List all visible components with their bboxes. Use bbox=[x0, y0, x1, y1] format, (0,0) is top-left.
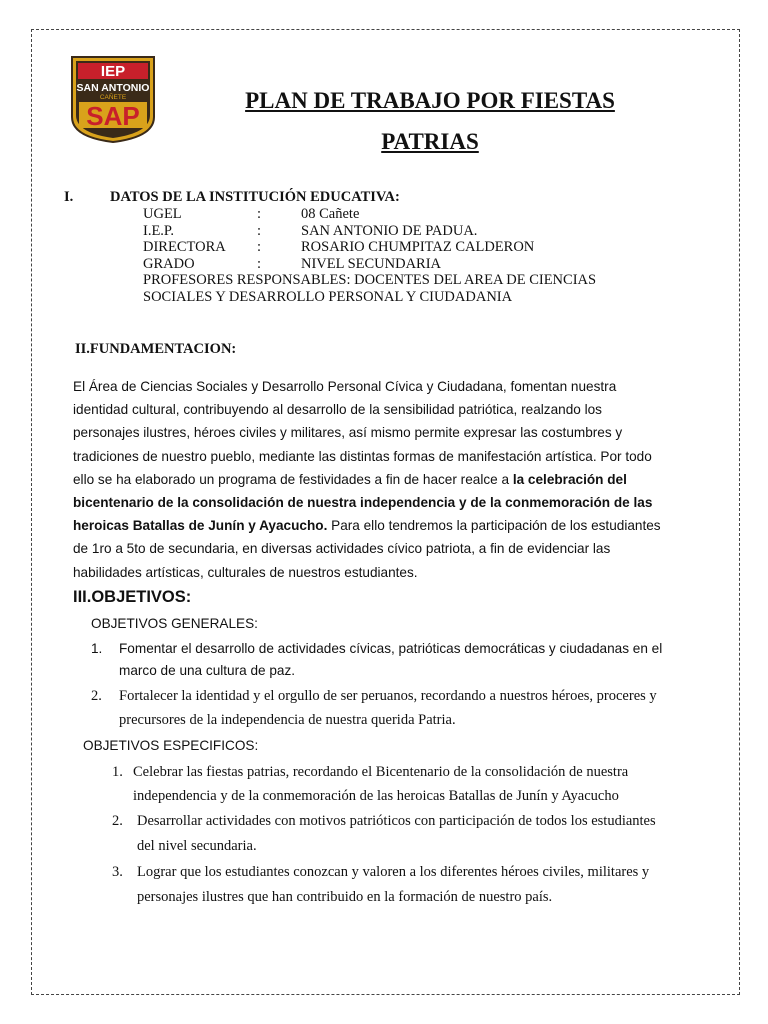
especifico-3-num: 3. bbox=[112, 864, 123, 880]
especifico-3-line1: Lograr que los estudiantes conozcan y valoren a los diferentes héroes civiles, militares y bbox=[137, 864, 650, 880]
school-logo bbox=[70, 55, 156, 143]
general-2-line2: precursores de la independencia de nuestra querida Patria. bbox=[119, 712, 456, 728]
section1-number: I. bbox=[64, 189, 74, 205]
grado-label: GRADO bbox=[143, 256, 195, 272]
fund-line-6-bold: bicentenario de la consolidación de nuestra independencia y de la conmemoración de las bbox=[73, 495, 653, 511]
directora-sep: : bbox=[257, 239, 262, 255]
general-2-line1: Fortalecer la identidad y el orgullo de ser peruanos, recordando a nuestros héroes, proceres y bbox=[119, 688, 657, 704]
ugel-label: UGEL bbox=[143, 206, 182, 222]
section3-heading: III.OBJETIVOS: bbox=[73, 588, 192, 606]
fund-line-9: habilidades artísticas, culturales de nuestros estudiantes. bbox=[73, 564, 418, 580]
logo-monogram: SAP bbox=[86, 101, 140, 131]
grado-sep: : bbox=[257, 256, 262, 272]
fund-line-1: El Área de Ciencias Sociales y Desarrollo Personal Cívica y Ciudadana, fomentan nuestra bbox=[73, 379, 617, 394]
especifico-2-line2: del nivel secundaria. bbox=[137, 838, 257, 854]
fund-line-5-normal: ello se ha elaborado un programa de festividades a fin de hacer realce a bbox=[73, 471, 513, 487]
section2-heading: II.FUNDAMENTACION: bbox=[75, 341, 237, 357]
ugel-sep: : bbox=[257, 206, 262, 222]
section1-heading: DATOS DE LA INSTITUCIÓN EDUCATIVA: bbox=[110, 189, 400, 205]
logo-name-text: SAN ANTONIO bbox=[76, 82, 150, 94]
especifico-2-num: 2. bbox=[112, 813, 123, 829]
fund-line-6 bbox=[73, 491, 693, 514]
general-1-num: 1. bbox=[91, 641, 103, 656]
especifico-1-line2: independencia y de la conmemoración de las heroicas Batallas de Junín y Ayacucho bbox=[133, 788, 619, 804]
iep-sep: : bbox=[257, 223, 262, 239]
fund-line-5 bbox=[73, 468, 693, 491]
fund-line-7-normal: Para ello tendremos la participación de los estudiantes bbox=[327, 518, 661, 534]
fund-line-8: de 1ro a 5to de secundaria, en diversas actividades cívico patriota, a fin de evidenciar las bbox=[73, 541, 611, 557]
general-1-line1: Fomentar el desarrollo de actividades cívicas, patrióticas democráticas y ciudadanas en el bbox=[119, 641, 663, 656]
fund-line-3: personajes ilustres, héroes civiles y militares, así mismo permite expresar las costumbres y bbox=[73, 425, 623, 441]
general-2-num: 2. bbox=[91, 688, 102, 704]
fund-line-5-bold: la celebración del bbox=[512, 471, 627, 487]
page-title-line1: PLAN DE TRABAJO POR FIESTAS bbox=[245, 88, 615, 113]
general-1-line2: marco de una cultura de paz. bbox=[119, 663, 296, 678]
especifico-1-num: 1. bbox=[112, 764, 123, 780]
especifico-1-line1: Celebrar las fiestas patrias, recordando el Bicentenario de la consolidación de nuestra bbox=[133, 764, 629, 780]
objetivos-generales-heading: OBJETIVOS GENERALES: bbox=[91, 616, 258, 631]
fund-line-2: identidad cultural, contribuyendo al desarrollo de la sensibilidad patriótica, realzando los bbox=[73, 402, 602, 418]
fund-line-7-bold: heroicas Batallas de Junín y Ayacucho. bbox=[73, 518, 328, 534]
ugel-value: 08 Cañete bbox=[301, 206, 360, 222]
grado-value: NIVEL SECUNDARIA bbox=[301, 256, 442, 272]
profesores-line1: PROFESORES RESPONSABLES: DOCENTES DEL AREA DE CIENCIAS bbox=[143, 272, 597, 288]
iep-label: I.E.P. bbox=[143, 223, 175, 239]
especifico-3-line2: personajes ilustres que han contribuido en la formación de nuestro país. bbox=[137, 889, 553, 905]
fund-line-4: tradiciones de nuestro pueblo, mediante las distintas formas de manifestación artística. Por todo bbox=[73, 448, 652, 464]
especifico-2-line1: Desarrollar actividades con motivos patrióticos con participación de todos los estudiantes bbox=[137, 813, 656, 829]
directora-label: DIRECTORA bbox=[143, 239, 226, 255]
fundamentacion-paragraph bbox=[73, 375, 693, 584]
objetivos-especificos-heading: OBJETIVOS ESPECIFICOS: bbox=[83, 738, 259, 753]
page-title-line2: PATRIAS bbox=[381, 129, 479, 154]
logo-place-text: CAÑETE bbox=[99, 94, 127, 101]
fund-line-7 bbox=[73, 514, 693, 537]
iep-value: SAN ANTONIO DE PADUA. bbox=[301, 223, 478, 239]
directora-value: ROSARIO CHUMPITAZ CALDERON bbox=[301, 239, 535, 255]
logo-iep-text: IEP bbox=[100, 63, 126, 80]
profesores-line2: SOCIALES Y DESARROLLO PERSONAL Y CIUDADANIA bbox=[143, 289, 513, 305]
